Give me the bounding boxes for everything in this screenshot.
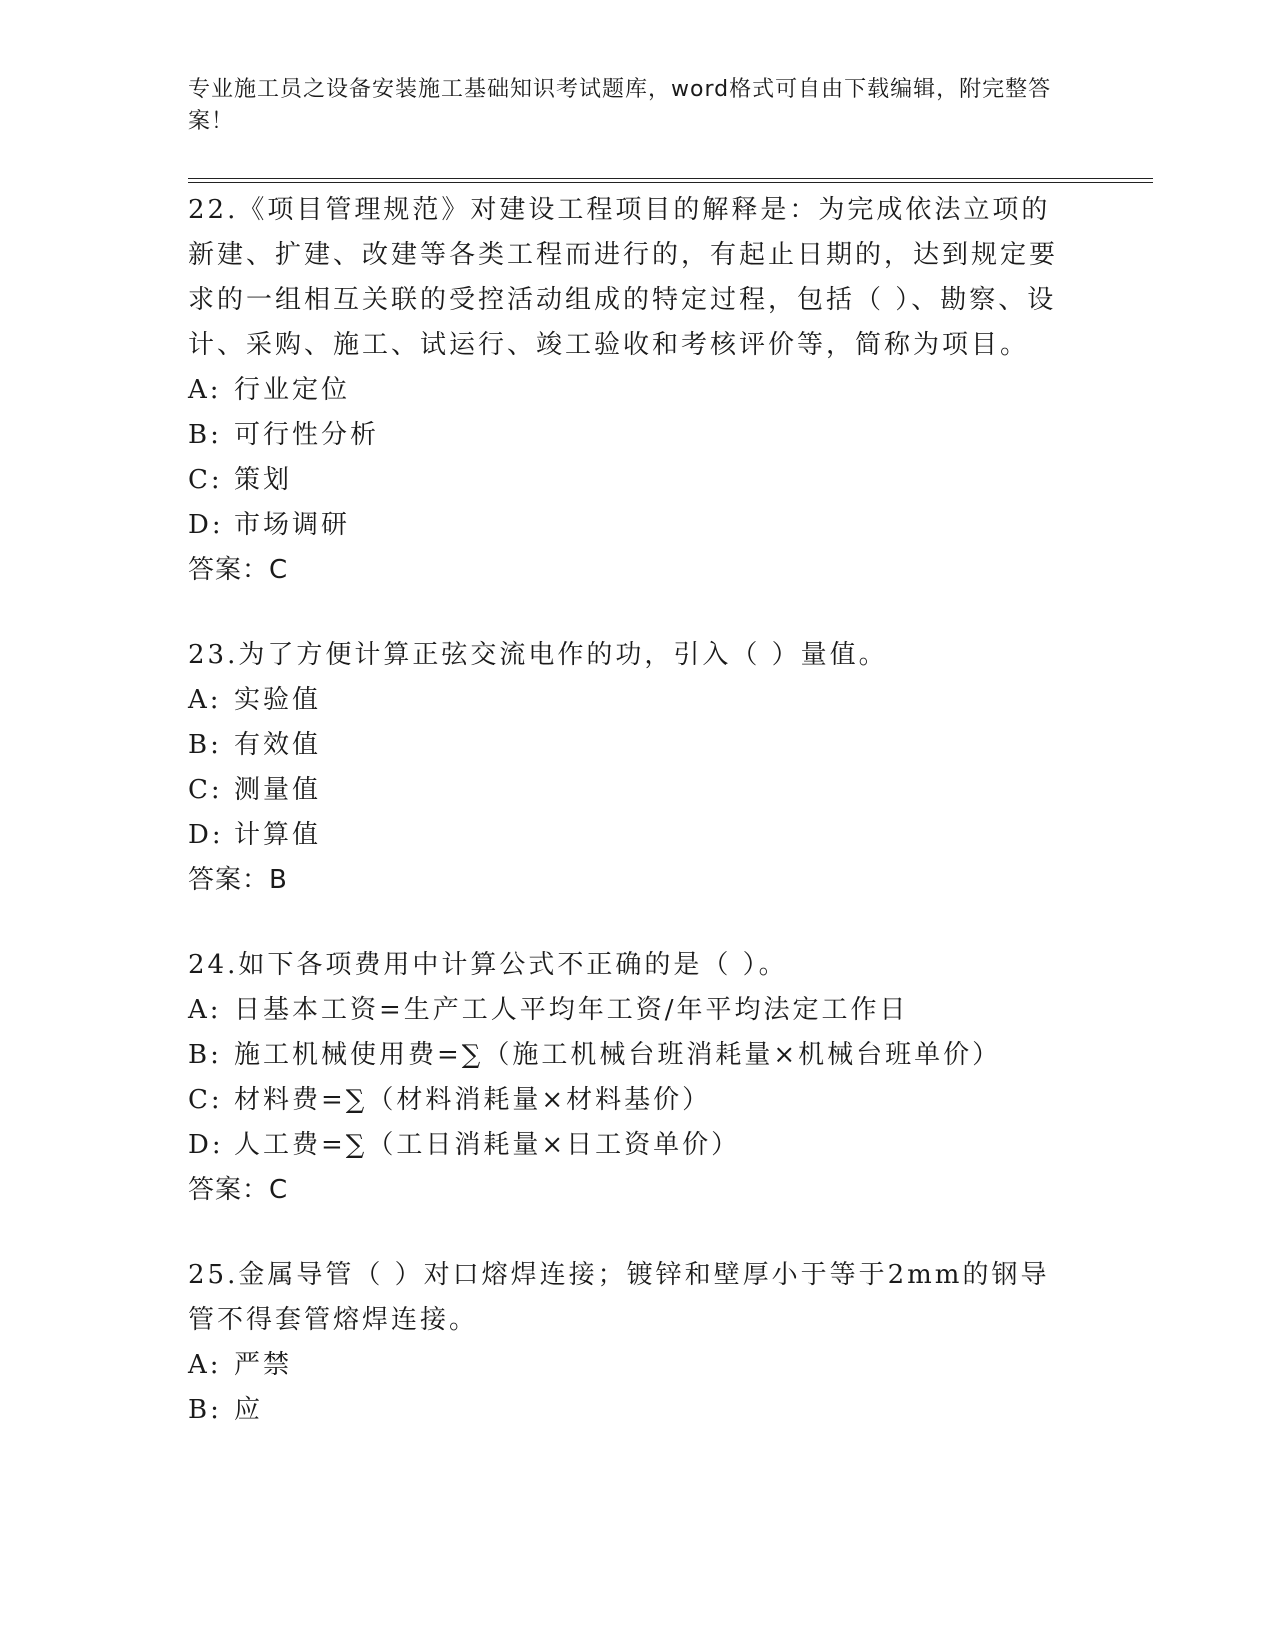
option-letter: D: — [188, 510, 224, 540]
option-text: 日基本工资=生产工人平均年工资/年平均法定工作日 — [234, 995, 909, 1025]
answer-line: 答案：C — [188, 1175, 289, 1205]
option-c — [188, 458, 1078, 503]
answer-line: 答案：B — [188, 865, 288, 895]
option-c — [188, 768, 1078, 813]
option-text: 有效值 — [234, 730, 322, 760]
document-header: 专业施工员之设备安装施工基础知识考试题库，word格式可自由下载编辑，附完整答案！ — [188, 77, 1052, 134]
option-a — [188, 1343, 1078, 1388]
option-letter: A: — [188, 1350, 222, 1380]
question-22 — [188, 188, 1078, 593]
option-text: 施工机械使用费=∑（施工机械台班消耗量×机械台班单价） — [234, 1040, 1002, 1070]
option-text: 人工费=∑（工日消耗量×日工资单价） — [234, 1130, 741, 1160]
question-stem: 24.如下各项费用中计算公式不正确的是（ ）。 — [188, 950, 788, 980]
question-23 — [188, 633, 1078, 903]
option-text: 可行性分析 — [234, 420, 380, 450]
option-text: 行业定位 — [234, 375, 351, 405]
option-a — [188, 678, 1078, 723]
option-letter: B: — [188, 420, 222, 450]
option-a — [188, 368, 1078, 413]
option-letter: C: — [188, 1085, 223, 1115]
option-d — [188, 1123, 1078, 1168]
option-text: 材料费=∑（材料消耗量×材料基价） — [234, 1085, 712, 1115]
option-text: 严禁 — [234, 1350, 293, 1380]
option-b — [188, 723, 1078, 768]
option-d — [188, 813, 1078, 858]
option-c — [188, 1078, 1078, 1123]
option-text: 市场调研 — [234, 510, 351, 540]
option-text: 策划 — [234, 465, 293, 495]
option-letter: D: — [188, 1130, 224, 1160]
question-list — [188, 188, 1078, 1473]
option-letter: B: — [188, 1395, 222, 1425]
option-text: 测量值 — [234, 775, 322, 805]
question-stem: 25.金属导管（ ）对口熔焊连接；镀锌和壁厚小于等于2mm的钢导管不得套管熔焊连接。 — [188, 1260, 1050, 1335]
option-b — [188, 1388, 1078, 1433]
option-b — [188, 413, 1078, 458]
option-text: 实验值 — [234, 685, 322, 715]
question-stem: 23.为了方便计算正弦交流电作的功，引入（ ）量值。 — [188, 640, 888, 670]
option-letter: B: — [188, 730, 222, 760]
header-divider-top — [188, 178, 1153, 179]
option-letter: D: — [188, 820, 224, 850]
option-letter: A: — [188, 995, 222, 1025]
question-24 — [188, 943, 1078, 1213]
option-letter: C: — [188, 775, 223, 805]
option-letter: C: — [188, 465, 223, 495]
option-text: 计算值 — [234, 820, 322, 850]
option-a — [188, 988, 1078, 1033]
option-letter: A: — [188, 685, 222, 715]
header-divider-bottom — [188, 182, 1153, 183]
option-letter: B: — [188, 1040, 222, 1070]
option-text: 应 — [234, 1395, 264, 1425]
option-b — [188, 1033, 1078, 1078]
option-d — [188, 503, 1078, 548]
question-25 — [188, 1253, 1078, 1433]
option-letter: A: — [188, 375, 222, 405]
question-stem: 22.《项目管理规范》对建设工程项目的解释是：为完成依法立项的新建、扩建、改建等各类工程而进行的，有起止日期的，达到规定要求的一组相互关联的受控活动组成的特定过程，包括（ ）、勘察、设计、采购、施工、试运行、竣工验收和考核评价等，简称为项目。 — [188, 195, 1059, 360]
answer-line: 答案：C — [188, 555, 289, 585]
